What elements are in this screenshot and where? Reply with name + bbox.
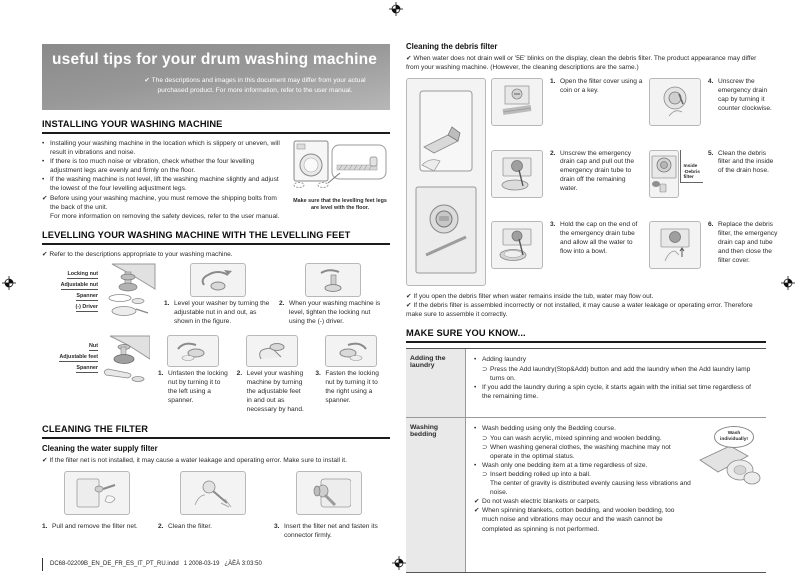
registration-mark-icon: [781, 276, 795, 290]
table-row: [406, 349, 766, 418]
step-item: [233, 335, 312, 415]
diagram-labels: [42, 263, 98, 327]
step-illustration: [325, 335, 377, 367]
speech-bubble: Wash individually!: [714, 426, 754, 448]
levelling-note: ✔ Refer to the descriptions appropriate to your washing machine.: [42, 250, 233, 258]
debris-notes: [406, 292, 766, 319]
step-text: 1. Pull and remove the filter net.: [42, 522, 138, 530]
right-column: [406, 38, 778, 573]
page-title: useful tips for your drum washing machine: [52, 51, 378, 68]
step-text: 2. When your washing machine is level, tighten the locking nut using the (-) driver.: [279, 299, 381, 325]
levelling-type-a-row: [42, 263, 390, 327]
banner-note: ✔ The descriptions and images in this document may differ from your actual purchased product. For more information, refer to the user manual.: [144, 77, 366, 94]
installing-figure: [290, 139, 390, 221]
debris-filter-note: ✔ When water does not drain well or '5E' blinks on the display, clean the debris filter. The product appearance may differ from your washing machine. (However, the cleaning descriptions are the same.): [406, 55, 757, 72]
step-item: 6. Replace the debris filter, the emergency drain cap and tube and then close the filter cover.: [708, 220, 778, 264]
list-item: • Wash only one bedding item at a time regardless of size.: [474, 461, 648, 469]
debris-filter-location-illustration: [406, 78, 486, 286]
diagram-label: (-) Driver: [75, 303, 98, 310]
step-item: [274, 471, 390, 541]
water-filter-steps: [42, 471, 390, 541]
step-item: [42, 471, 158, 541]
diagram-label: Spanner: [76, 364, 98, 371]
note-line: ✔ If you open the debris filter when water remains inside the tub, water may flow out.: [406, 293, 654, 301]
washer-illustration: [292, 178, 388, 195]
row-title: Washing bedding: [406, 418, 466, 572]
diagram-label: Locking nut: [67, 270, 98, 277]
list-item: ✔ Before using your washing machine, you must remove the shipping bolts from the back of the unit.: [42, 194, 277, 211]
step-item: [158, 471, 274, 541]
debris-filter-steps: [406, 78, 778, 286]
step-illustration: [649, 150, 679, 198]
levelling-type-b-row: [42, 335, 390, 415]
step-item: 2. Unscrew the emergency drain cap and pull out the emergency drain tube to drain off the remaining water.: [550, 149, 635, 193]
section-heading-levelling: LEVELLING YOUR WASHING MACHINE WITH THE LEVELLING FEET: [42, 230, 390, 245]
list-item: • If the washing machine is not level, lift the washing machine slightly and adjust the lowest of the four levelling adjustment legs.: [42, 176, 279, 193]
step-illustration: [180, 471, 246, 515]
step-illustration: [167, 335, 219, 367]
step-item: [275, 263, 390, 327]
list-item: • Installing your washing machine in the location which is slippery or uneven, will result in vibrations and noise.: [42, 140, 280, 157]
list-item: • Adding laundry: [474, 356, 526, 364]
section-heading-make-sure: MAKE SURE YOU KNOW...: [406, 328, 766, 343]
section-heading-cleaning-filter: CLEANING THE FILTER: [42, 424, 390, 439]
step-text: 3. Fasten the locking nut by turning it to the right using a spanner.: [315, 369, 379, 404]
water-filter-note: ✔ If the filter net is not installed, it may cause a water leakage and operating error. Make sure to install it.: [42, 456, 347, 464]
step-illustration-with-label: [649, 150, 703, 215]
step-text: 1. Level your washer by turning the adjustable nut in and out, as shown in the figure.: [164, 299, 270, 325]
title-banner: [42, 44, 390, 110]
list-item: The center of gravity is distributed evenly causing less vibrations and noise.: [490, 480, 691, 497]
diagram-label: Adjustable nut: [60, 281, 98, 288]
bedding-illustration: [696, 426, 762, 488]
list-item: ⊃ Press the Add laundry(Stop&Add) button and add the laundry when the Add laundry lamp turns on.: [482, 365, 751, 382]
footer-imprint: DC68-02209B_EN_DE_FR_ES_IT_PT_RU.indd 1 2008-03-19 ¿ÀÈÄ 3:03:50: [42, 558, 262, 571]
step-item: 1. Open the filter cover using a coin or a key.: [550, 78, 643, 95]
diagram-label: Spanner: [76, 292, 98, 299]
registration-mark-icon: [389, 2, 403, 16]
step-illustration: [296, 471, 362, 515]
step-illustration: [649, 78, 701, 126]
note-line: ✔ If the debris filter is assembled incorrectly or not installed, it may cause a water leakage or operating error. Therefore make sure to assemble it correctly.: [406, 302, 753, 319]
table-row: [406, 418, 766, 573]
list-item: ✔ When spinning blankets, cotton bedding, and woolen bedding, too much noise and vibrations may occur and the wash cannot be completed as spinning is not performed.: [474, 507, 675, 533]
levelling-type-b-diagram: [42, 335, 154, 415]
diagram-label: Nut: [89, 342, 98, 349]
list-item: ✔ Do not wash electric blankets or carpets.: [474, 498, 601, 506]
step-item: 5. Clean the debris filter and the inside of the drain hose.: [708, 149, 774, 175]
inside-debris-filter-label: Inside ·Debris filter: [680, 150, 703, 184]
step-text: 2. Clean the filter.: [158, 522, 212, 530]
step-illustration: [491, 78, 543, 126]
step-illustration: [649, 221, 701, 269]
registration-mark-icon: [2, 276, 16, 290]
row-title: Adding the laundry: [406, 349, 466, 417]
step-illustration: [246, 335, 298, 367]
section-heading-installing: INSTALLING YOUR WASHING MACHINE: [42, 119, 390, 134]
step-text: 2. Level your washing machine by turning the adjustable feet in and out as necessary by hand.: [236, 369, 304, 413]
step-text: 3. Insert the filter net and fasten its connector firmly.: [274, 522, 378, 539]
list-item: For more information on removing the safety devices, refer to the user manual.: [50, 212, 280, 220]
diagram-label: Adjustable feet: [59, 353, 98, 360]
step-illustration: [190, 263, 246, 297]
step-item: 4. Unscrew the emergency drain cap by turning it counter clockwise.: [708, 78, 772, 113]
step-item: 3. Hold the cap on the end of the emergency drain tube and allow all the water to flow into a bowl.: [550, 220, 638, 255]
adjustable-nut-illustration: [98, 263, 156, 327]
list-item: • Wash bedding using only the Bedding course.: [474, 425, 616, 433]
step-illustration: [491, 221, 543, 269]
step-illustration: [305, 263, 361, 297]
installing-bullet-list: [42, 139, 290, 221]
figure-caption: Make sure that the levelling feet legs are level with the floor.: [293, 198, 387, 212]
list-item: ⊃ You can wash acrylic, mixed spinning and woolen bedding.: [482, 434, 662, 442]
subheading-debris-filter: Cleaning the debris filter: [406, 42, 498, 51]
step-illustration: [64, 471, 130, 515]
installing-section: [42, 139, 390, 221]
list-item: • If there is too much noise or vibration, check whether the four levelling adjustment legs are evenly and firmly on the floor.: [42, 158, 255, 175]
diagram-labels: [42, 335, 98, 415]
registration-mark-icon: [392, 556, 406, 570]
list-item: ⊃ Insert bedding rolled up into a ball.: [482, 470, 591, 478]
step-illustration: [491, 150, 543, 198]
list-item: ⊃ When washing general clothes, the washing machine may not operate in the optimal status.: [482, 443, 671, 460]
row-content: [466, 418, 766, 572]
levelling-type-a-diagram: [42, 263, 160, 327]
step-item: [154, 335, 233, 415]
subheading-water-supply-filter: Cleaning the water supply filter: [42, 443, 158, 453]
row-content: [466, 349, 766, 417]
step-item: [160, 263, 275, 327]
left-column: [42, 44, 390, 541]
adjustable-feet-illustration: [98, 335, 150, 415]
list-item: • If you add the laundry during a spin cycle, it starts again with the initial set time regardless of the remaining time.: [474, 383, 752, 400]
step-text: 1. Unfasten the locking nut by turning it to the left using a spanner.: [158, 369, 228, 404]
step-item: [311, 335, 390, 415]
make-sure-table: [406, 348, 766, 573]
